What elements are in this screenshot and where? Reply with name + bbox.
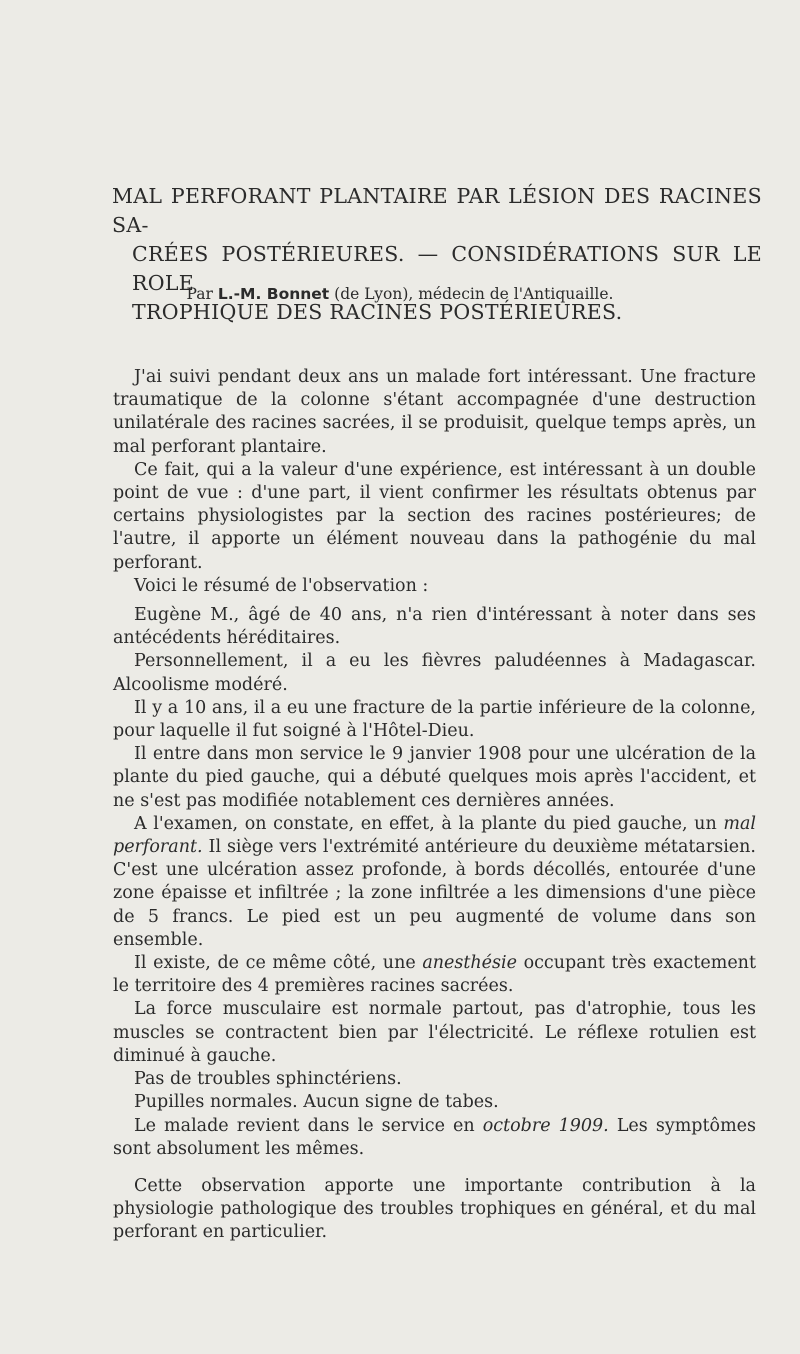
- paragraph-muscles: La force musculaire est normale partout, pas d'atrophie, tous les muscles se contractent bien par l'électricité. Le réflexe rotulien est diminué à gauche.: [113, 999, 756, 1066]
- paragraph-return: [113, 1115, 756, 1161]
- paragraph-significance: Ce fait, qui a la valeur d'une expérience, est intéressant à un double point de vue : d'une part, il vient confirmer les résultats obtenus par certains physiologistes par la section des racines postérieures; de l'autre, il apporte un élément nouveau dans la pathogénie du mal perforant.: [113, 459, 756, 573]
- return-text-b: Les symptômes sont absolument les mêmes.: [113, 1115, 756, 1159]
- anesthesia-text-b: occupant très exactement le territoire des 4 premières racines sacrées.: [113, 953, 756, 997]
- paragraph-patient: Eugène M., âgé de 40 ans, n'a rien d'intéressant à noter dans ses antécédents héréditaires.: [113, 605, 756, 649]
- examination-text-a: A l'examen, on constate, en effet, à la plante du pied gauche, un: [134, 813, 717, 834]
- paragraph-history: Personnellement, il a eu les fièvres paludéennes à Madagascar. Alcoolisme modéré.: [113, 651, 756, 695]
- anesthesia-emphasis: anesthésie: [422, 953, 517, 974]
- paragraph-fracture: Il y a 10 ans, il a eu une fracture de la partie inférieure de la colonne, pour laquelle il fut soigné à l'Hôtel-Dieu.: [113, 697, 756, 742]
- byline-prefix: Par: [186, 285, 213, 303]
- paragraph-admission: Il entre dans mon service le 9 janvier 1908 pour une ulcération de la plante du pied gauche, qui a débuté quelques mois après l'accident, et ne s'est pas modifiée notablement ces dernières années.: [113, 744, 756, 811]
- paragraph-pupils: Pupilles normales. Aucun signe de tabes.: [134, 1092, 499, 1113]
- paragraph-summary-intro: Voici le résumé de l'observation :: [134, 575, 429, 596]
- author-name: L.-M. Bonnet: [217, 285, 330, 303]
- byline-affiliation: (de Lyon), médecin de l'Antiquaille.: [334, 285, 614, 303]
- title-line-2: CRÉES POSTÉRIEURES. — CONSIDÉRATIONS SUR LE ROLE: [132, 242, 762, 295]
- paragraph-sphincters: Pas de troubles sphinctériens.: [134, 1069, 402, 1090]
- title-line-1: MAL PERFORANT PLANTAIRE PAR LÉSION DES RACINES SA-: [112, 184, 762, 237]
- paragraph-intro: J'ai suivi pendant deux ans un malade fort intéressant. Une fracture traumatique de la colonne s'étant accompagnée d'une destruction unilatérale des racines sacrées, il se produisit, quelque temps après, un mal perforant plantaire.: [113, 367, 756, 457]
- article-title: [112, 182, 762, 327]
- examination-text-b: Il siège vers l'extrémité antérieure du deuxième métatarsien. C'est une ulcération assez profonde, à bords décollés, entourée d'une zone épaisse et infiltrée ; la zone infiltrée a les dimensions d'une pièce de 5 francs. Le pied est un peu augmenté de volume dans son ensemble.: [113, 837, 756, 950]
- paragraph-conclusion: Cette observation apporte une importante contribution à la physiologie pathologique des troubles trophiques en général, et du mal perforant en particulier.: [113, 1175, 756, 1243]
- author-byline: [0, 283, 800, 305]
- return-text-a: Le malade revient dans le service en: [134, 1115, 475, 1136]
- article-body: [113, 366, 756, 1245]
- return-emphasis: octobre 1909.: [482, 1115, 609, 1136]
- paragraph-examination: [113, 813, 756, 952]
- examination-emphasis: mal perforant.: [113, 813, 756, 858]
- title-line-3: TROPHIQUE DES RACINES POSTÉRIEURES.: [132, 300, 623, 324]
- anesthesia-text-a: Il existe, de ce même côté, une: [134, 953, 416, 974]
- paragraph-anesthesia: [113, 952, 756, 998]
